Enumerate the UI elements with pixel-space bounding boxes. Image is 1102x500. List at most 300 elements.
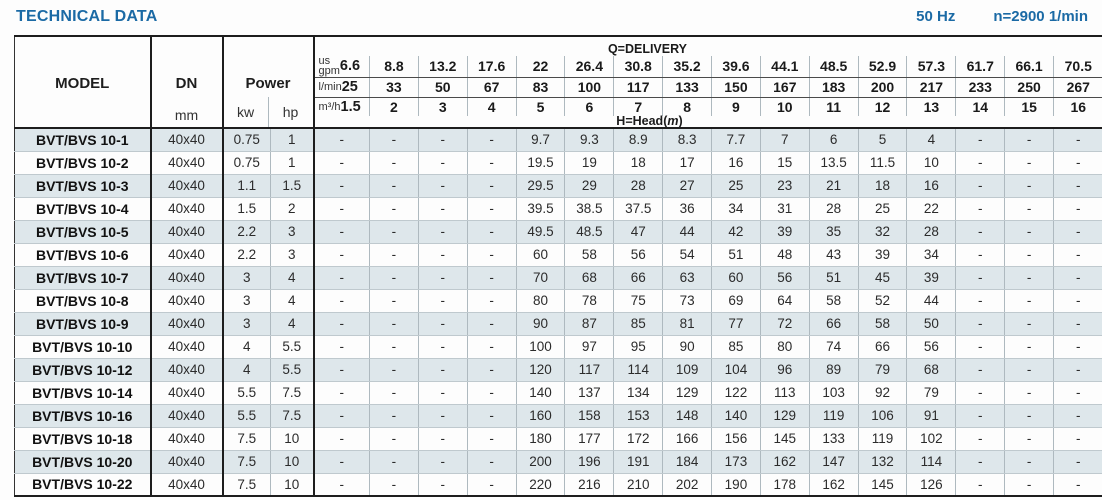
delivery-value-cell: 8.8 [370,56,419,77]
delivery-value-cell: 10 [760,97,809,116]
head-value-cell: - [370,381,419,404]
table-row [15,174,1102,197]
head-value-cell: 173 [712,450,761,473]
head-value-cell: - [467,266,516,289]
head-value-cell: - [1054,220,1102,243]
kw-cell: 5.5 [223,381,271,404]
kw-cell: 2.2 [223,220,271,243]
head-value-cell: - [370,220,419,243]
kw-cell: 3 [223,266,271,289]
table-row [15,266,1102,289]
head-value-cell: - [467,404,516,427]
head-value-cell: - [1054,174,1102,197]
head-value-cell: 79 [858,358,907,381]
head-value-cell: 145 [858,473,907,496]
head-value-cell: 172 [614,427,663,450]
delivery-value-cell: 70.5 [1054,56,1102,77]
delivery-value-cell: 11 [809,97,858,116]
head-value-cell: - [314,450,370,473]
head-value-cell: - [314,404,370,427]
head-value-cell: 122 [712,381,761,404]
lmin-unit-cell [314,77,370,97]
head-value-cell: 16 [712,151,761,174]
head-value-cell: 90 [663,335,712,358]
head-value-cell: 74 [809,335,858,358]
head-value-cell: 114 [614,358,663,381]
head-value-cell: - [370,404,419,427]
kw-cell: 5.5 [223,404,271,427]
head-value-cell: - [370,128,419,151]
head-value-cell: - [467,381,516,404]
head-value-cell: - [418,335,467,358]
head-value-cell: 72 [760,312,809,335]
delivery-value-cell: 4 [467,97,516,116]
head-value-cell: - [418,289,467,312]
head-value-cell: 162 [809,473,858,496]
head-value-cell: 39 [907,266,956,289]
dn-cell: 40x40 [151,335,223,358]
head-value-cell: 68 [565,266,614,289]
head-value-cell: 177 [565,427,614,450]
head-value-cell: 190 [712,473,761,496]
lmin-first-value: 25 [341,78,358,95]
head-value-cell: 54 [663,243,712,266]
hp-cell: 3 [271,220,314,243]
head-value-cell: 58 [858,312,907,335]
head-value-cell: - [956,312,1005,335]
head-value-cell: 103 [809,381,858,404]
head-value-cell: - [418,128,467,151]
head-value-cell: 73 [663,289,712,312]
model-cell: BVT/BVS 10-4 [15,197,151,220]
model-cell: BVT/BVS 10-5 [15,220,151,243]
head-value-cell: - [1005,289,1054,312]
kw-cell: 1.1 [223,174,271,197]
head-value-cell: - [1005,381,1054,404]
head-value-cell: 13.5 [809,151,858,174]
dn-unit-label: mm [174,107,199,123]
head-value-cell: - [1005,220,1054,243]
hp-cell: 4 [271,312,314,335]
head-value-cell: 158 [565,404,614,427]
head-value-cell: 31 [760,197,809,220]
head-value-cell: 39 [760,220,809,243]
head-value-cell: 90 [516,312,565,335]
dn-cell: 40x40 [151,381,223,404]
head-value-cell: - [467,358,516,381]
head-value-cell: - [956,128,1005,151]
head-value-cell: - [467,174,516,197]
kw-cell: 2.2 [223,243,271,266]
head-label-suffix: ) [678,114,683,128]
head-value-cell: 43 [809,243,858,266]
head-value-cell: 184 [663,450,712,473]
head-value-cell: 113 [760,381,809,404]
head-value-cell: - [1005,174,1054,197]
delivery-value-cell: 52.9 [858,56,907,77]
head-value-cell: 25 [712,174,761,197]
dn-cell: 40x40 [151,427,223,450]
hp-cell: 1 [271,128,314,151]
head-value-cell: 68 [907,358,956,381]
power-header-label: Power [245,75,291,92]
head-value-cell: 19 [565,151,614,174]
head-value-cell: - [314,289,370,312]
delivery-value-cell: 7 [614,97,663,116]
gpm-unit-cell [314,56,370,77]
head-value-cell: 9.3 [565,128,614,151]
head-value-cell: 7 [760,128,809,151]
dn-cell: 40x40 [151,289,223,312]
hp-cell: 7.5 [271,404,314,427]
head-value-cell: - [314,266,370,289]
head-value-cell: 78 [565,289,614,312]
delivery-value-cell: 35.2 [663,56,712,77]
table-row [15,335,1102,358]
model-cell: BVT/BVS 10-12 [15,358,151,381]
head-value-cell: - [314,197,370,220]
head-label-unit: m [667,114,679,128]
head-value-cell: - [1005,473,1054,496]
dn-cell: 40x40 [151,197,223,220]
kw-cell: 3 [223,289,271,312]
head-value-cell: 63 [663,266,712,289]
head-value-cell: 119 [809,404,858,427]
head-value-cell: - [418,243,467,266]
head-value-cell: - [956,197,1005,220]
head-value-cell: 10 [907,151,956,174]
head-value-cell: 140 [516,381,565,404]
delivery-value-cell: 83 [516,77,565,97]
head-value-cell: 56 [614,243,663,266]
model-cell: BVT/BVS 10-9 [15,312,151,335]
head-value-cell: 178 [760,473,809,496]
head-value-cell: - [370,312,419,335]
head-value-cell: 8.3 [663,128,712,151]
gpm-unit-label-main: gpm [318,64,340,77]
table-header [15,36,1102,128]
head-value-cell: 109 [663,358,712,381]
head-value-cell: 60 [516,243,565,266]
head-value-cell: 102 [907,427,956,450]
head-value-cell: - [418,220,467,243]
head-value-cell: - [467,335,516,358]
head-value-cell: 29 [565,174,614,197]
head-value-cell: - [956,151,1005,174]
delivery-value-cell: 117 [614,77,663,97]
delivery-value-cell: 250 [1005,77,1054,97]
delivery-value-cell: 167 [760,77,809,97]
head-value-cell: 64 [760,289,809,312]
head-value-cell: - [467,450,516,473]
delivery-value-cell: 22 [516,56,565,77]
head-value-cell: 39 [858,243,907,266]
head-value-cell: - [1005,197,1054,220]
head-value-cell: 100 [516,335,565,358]
head-value-cell: - [314,335,370,358]
head-value-cell: - [1005,243,1054,266]
head-value-cell: - [467,289,516,312]
head-value-cell: 29.5 [516,174,565,197]
head-value-cell: 69 [712,289,761,312]
dn-header-label: DN [175,75,198,92]
head-value-cell: - [467,427,516,450]
head-value-cell: 129 [760,404,809,427]
hp-unit-label: hp [268,97,313,127]
head-value-cell: 129 [663,381,712,404]
head-value-cell: 38.5 [565,197,614,220]
head-value-cell: 80 [516,289,565,312]
head-value-cell: - [956,335,1005,358]
head-value-cell: 21 [809,174,858,197]
head-value-cell: - [1054,128,1102,151]
delivery-value-cell: 44.1 [760,56,809,77]
head-value-cell: - [1005,358,1054,381]
head-value-cell: - [314,358,370,381]
hp-cell: 10 [271,427,314,450]
hp-cell: 2 [271,197,314,220]
head-value-cell: 87 [565,312,614,335]
head-value-cell: 85 [614,312,663,335]
model-cell: BVT/BVS 10-16 [15,404,151,427]
model-cell: BVT/BVS 10-22 [15,473,151,496]
head-value-cell: 15 [760,151,809,174]
model-header-label: MODEL [55,75,110,92]
kw-cell: 4 [223,358,271,381]
model-cell: BVT/BVS 10-3 [15,174,151,197]
head-value-cell: 18 [614,151,663,174]
head-value-cell: 180 [516,427,565,450]
delivery-value-cell: 200 [858,77,907,97]
table-row [15,381,1102,404]
hp-cell: 1 [271,151,314,174]
head-value-cell: 9.7 [516,128,565,151]
delivery-value-cell: 12 [858,97,907,116]
head-value-cell: 16 [907,174,956,197]
delivery-value-cell: 66.1 [1005,56,1054,77]
head-value-cell: 166 [663,427,712,450]
head-value-cell: 210 [614,473,663,496]
head-value-cell: 5 [858,128,907,151]
head-value-cell: - [314,151,370,174]
dn-cell: 40x40 [151,151,223,174]
head-value-cell: - [1054,335,1102,358]
head-value-cell: - [1054,473,1102,496]
delivery-value-cell: 14 [956,97,1005,116]
head-value-cell: 119 [858,427,907,450]
delivery-value-cell: 16 [1054,97,1102,116]
delivery-value-cell: 13.2 [418,56,467,77]
dn-cell: 40x40 [151,473,223,496]
delivery-value-cell: 30.8 [614,56,663,77]
head-value-cell: 37.5 [614,197,663,220]
head-value-cell: - [418,404,467,427]
delivery-value-cell: 2 [370,97,419,116]
dn-cell: 40x40 [151,243,223,266]
head-value-cell: - [1054,197,1102,220]
head-value-cell: - [1005,312,1054,335]
hp-cell: 10 [271,473,314,496]
head-value-cell: - [418,358,467,381]
dn-cell: 40x40 [151,266,223,289]
head-header-label [314,116,1102,128]
delivery-value-cell: 48.5 [809,56,858,77]
power-header-cell [223,36,314,128]
m3h-unit-label: m³/h [318,100,341,113]
head-value-cell: 153 [614,404,663,427]
head-value-cell: 145 [760,427,809,450]
head-value-cell: 50 [907,312,956,335]
head-value-cell: 160 [516,404,565,427]
head-value-cell: 19.5 [516,151,565,174]
head-value-cell: - [956,174,1005,197]
head-value-cell: 44 [907,289,956,312]
head-value-cell: - [467,151,516,174]
head-value-cell: - [1054,358,1102,381]
head-value-cell: 51 [809,266,858,289]
head-value-cell: - [314,220,370,243]
head-value-cell: - [418,197,467,220]
head-value-cell: - [314,381,370,404]
head-value-cell: 191 [614,450,663,473]
power-units [224,97,313,127]
head-value-cell: - [956,243,1005,266]
head-value-cell: - [418,174,467,197]
dn-cell: 40x40 [151,312,223,335]
dn-cell: 40x40 [151,174,223,197]
head-value-cell: 58 [565,243,614,266]
head-value-cell: - [1054,381,1102,404]
head-value-cell: - [314,128,370,151]
dn-cell: 40x40 [151,358,223,381]
head-value-cell: 48 [760,243,809,266]
dn-header-cell [151,36,223,128]
head-value-cell: 44 [663,220,712,243]
table-row [15,358,1102,381]
head-value-cell: 58 [809,289,858,312]
head-value-cell: - [418,266,467,289]
head-value-cell: - [370,427,419,450]
head-value-cell: - [370,266,419,289]
head-value-cell: 133 [809,427,858,450]
head-value-cell: - [370,335,419,358]
head-value-cell: 96 [760,358,809,381]
table-row [15,243,1102,266]
hp-cell: 4 [271,266,314,289]
dn-cell: 40x40 [151,220,223,243]
head-value-cell: - [314,427,370,450]
hp-cell: 1.5 [271,174,314,197]
head-value-cell: 34 [907,243,956,266]
head-value-cell: - [418,151,467,174]
head-value-cell: 4 [907,128,956,151]
head-value-cell: 132 [858,450,907,473]
head-value-cell: - [418,427,467,450]
gpm-first-value: 6.6 [339,58,361,75]
head-value-cell: - [467,197,516,220]
head-value-cell: 85 [712,335,761,358]
head-value-cell: - [956,289,1005,312]
kw-cell: 4 [223,335,271,358]
head-value-cell: 196 [565,450,614,473]
delivery-value-cell: 5 [516,97,565,116]
table-row [15,197,1102,220]
head-value-cell: - [956,381,1005,404]
head-value-cell: - [418,312,467,335]
kw-cell: 0.75 [223,151,271,174]
head-value-cell: 42 [712,220,761,243]
delivery-value-cell: 33 [370,77,419,97]
delivery-value-cell: 267 [1054,77,1102,97]
head-value-cell: 216 [565,473,614,496]
head-value-cell: - [1005,151,1054,174]
delivery-value-cell: 217 [907,77,956,97]
m3h-first-value: 1.5 [340,98,361,115]
head-value-cell: - [1054,266,1102,289]
model-cell: BVT/BVS 10-8 [15,289,151,312]
head-value-cell: - [467,473,516,496]
head-value-cell: 23 [760,174,809,197]
head-value-cell: - [370,174,419,197]
spec-labels [916,8,1088,25]
head-value-cell: - [956,220,1005,243]
delivery-value-cell: 150 [712,77,761,97]
head-value-cell: - [956,358,1005,381]
table-row [15,450,1102,473]
model-cell: BVT/BVS 10-20 [15,450,151,473]
model-cell: BVT/BVS 10-6 [15,243,151,266]
head-value-cell: - [1005,427,1054,450]
head-value-cell: 70 [516,266,565,289]
head-value-cell: 79 [907,381,956,404]
table-row [15,473,1102,496]
kw-unit-label: kw [236,104,255,120]
head-value-cell: - [1054,450,1102,473]
head-value-cell: - [1054,151,1102,174]
head-value-cell: 60 [712,266,761,289]
table-row [15,427,1102,450]
delivery-value-cell: 57.3 [907,56,956,77]
kw-cell: 1.5 [223,197,271,220]
head-value-cell: - [956,427,1005,450]
kw-cell: 3 [223,312,271,335]
head-value-cell: - [418,450,467,473]
head-value-cell: 147 [809,450,858,473]
head-value-cell: 25 [858,197,907,220]
hp-cell: 5.5 [271,335,314,358]
head-value-cell: - [467,243,516,266]
head-value-cell: 27 [663,174,712,197]
head-value-cell: - [1005,335,1054,358]
head-value-cell: - [314,312,370,335]
delivery-value-cell: 100 [565,77,614,97]
head-value-cell: - [467,128,516,151]
head-value-cell: 137 [565,381,614,404]
dn-cell: 40x40 [151,404,223,427]
head-value-cell: 200 [516,450,565,473]
delivery-value-cell: 8 [663,97,712,116]
head-value-cell: - [1054,427,1102,450]
m3h-unit-cell [314,97,370,116]
head-value-cell: - [956,404,1005,427]
head-value-cell: - [370,473,419,496]
page-title: TECHNICAL DATA [16,8,158,25]
head-value-cell: 45 [858,266,907,289]
head-value-cell: - [370,197,419,220]
delivery-value-cell: 13 [907,97,956,116]
head-value-cell: - [467,220,516,243]
head-value-cell: - [956,450,1005,473]
